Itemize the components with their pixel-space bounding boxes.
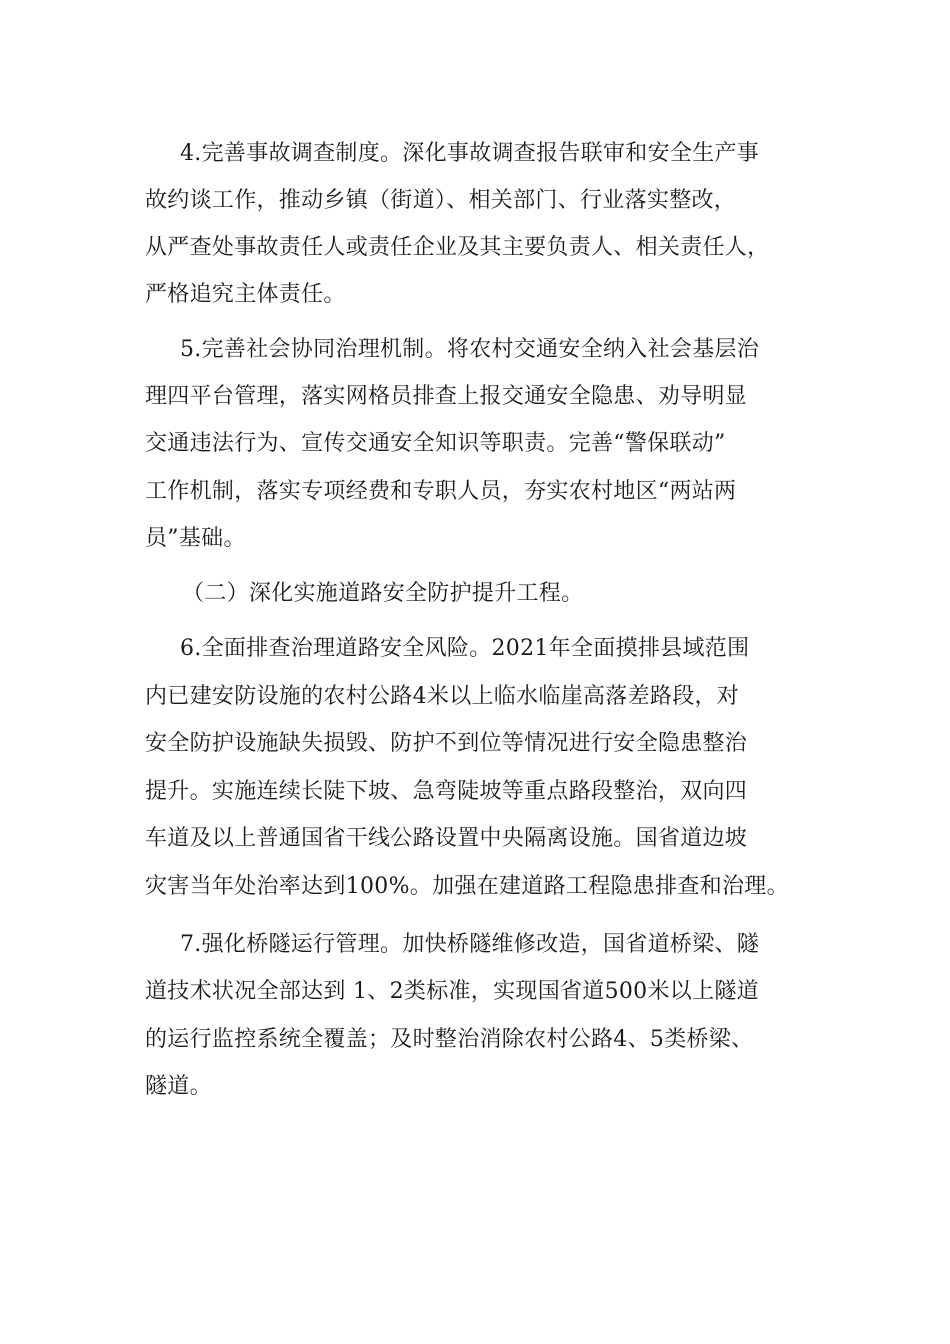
paragraph-6-line-6: 灾害当年处治率达到100%。加强在建道路工程隐患排查和治理。 <box>145 874 789 899</box>
paragraph-7-line-2: 道技术状况全部达到 1、2类标准，实现国省道500米以上隧道 <box>145 979 759 1004</box>
paragraph-4-line-1: 4.完善事故调查制度。深化事故调查报告联审和安全生产事 <box>180 141 760 166</box>
paragraph-6-line-5: 车道及以上普通国省干线公路设置中央隔离设施。国省道边坡 <box>145 826 748 851</box>
paragraph-4-line-3: 从严查处事故责任人或责任企业及其主要负责人、相关责任人， <box>145 235 770 260</box>
paragraph-4-line-2: 故约谈工作，推动乡镇（街道）、相关部门、行业落实整改， <box>145 188 737 213</box>
section-heading: （二）深化实施道路安全防护提升工程。 <box>182 581 584 606</box>
paragraph-5-line-4: 工作机制，落实专项经费和专职人员，夯实农村地区“两站两 <box>145 479 737 504</box>
paragraph-5-line-1: 5.完善社会协同治理机制。将农村交通安全纳入社会基层治 <box>180 337 760 362</box>
paragraph-6-line-3: 安全防护设施缺失损毁、防护不到位等情况进行安全隐患整治 <box>145 731 748 756</box>
paragraph-6-line-1: 6.全面排查治理道路安全风险。2021年全面摸排县域范围 <box>180 636 750 661</box>
paragraph-5-line-3: 交通违法行为、宣传交通安全知识等职责。完善“警保联动” <box>145 431 726 456</box>
paragraph-6-line-4: 提升。实施连续长陡下坡、急弯陡坡等重点路段整治，双向四 <box>145 779 748 804</box>
paragraph-7-line-1: 7.强化桥隧运行管理。加快桥隧维修改造，国省道桥梁、隧 <box>180 932 760 957</box>
paragraph-4-line-4: 严格追究主体责任。 <box>145 282 346 307</box>
paragraph-7-line-4: 隧道。 <box>145 1074 212 1099</box>
paragraph-7-line-3: 的运行监控系统全覆盖；及时整治消除农村公路4、5类桥梁、 <box>145 1027 754 1052</box>
paragraph-5-line-2: 理四平台管理，落实网格员排查上报交通安全隐患、劝导明显 <box>145 384 748 409</box>
paragraph-6-line-2: 内已建安防设施的农村公路4米以上临水临崖高落差路段，对 <box>145 684 740 709</box>
paragraph-5-line-5: 员”基础。 <box>145 526 246 551</box>
